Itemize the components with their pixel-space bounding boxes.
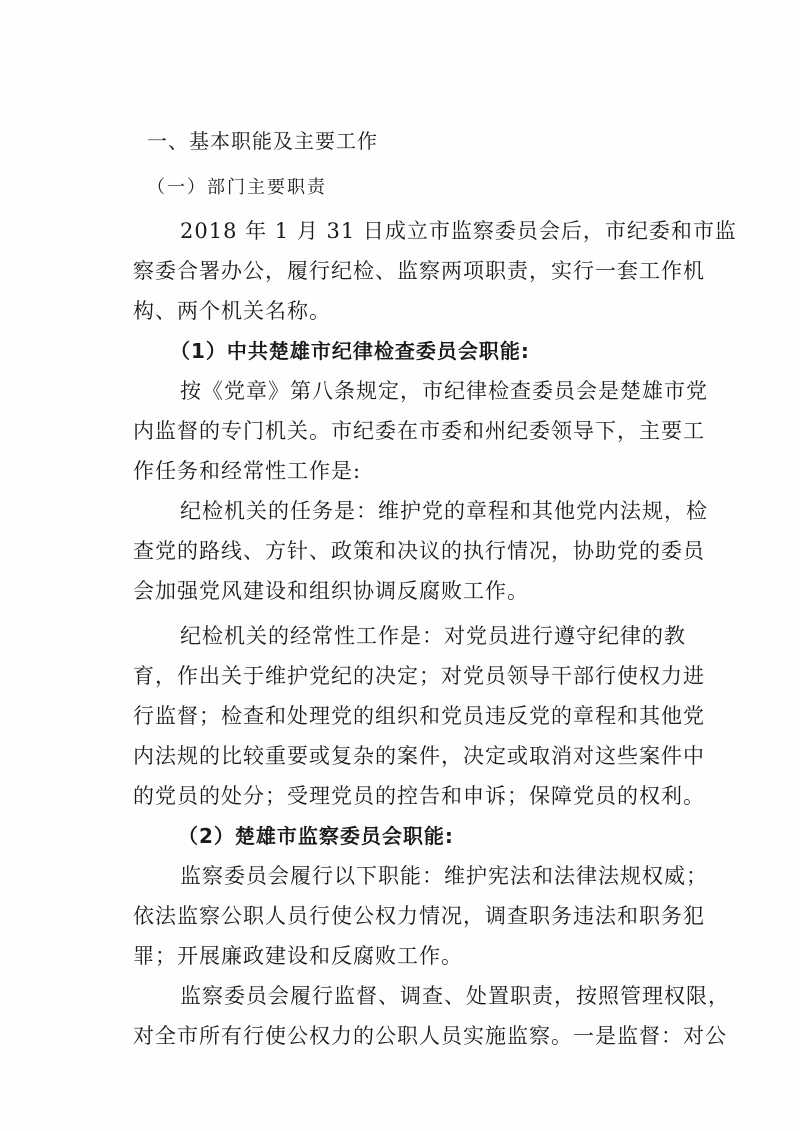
paragraph-line: 对全市所有行使公权力的公职人员实施监察。一是监督：对公 [133, 1024, 727, 1048]
section-heading: 一、基本职能及主要工作 [147, 129, 378, 153]
subheading-supervisory-commission: （2）楚雄市监察委员会职能: [178, 824, 454, 848]
paragraph-line: 按《党章》第八条规定，市纪律检查委员会是楚雄市党 [180, 379, 708, 403]
paragraph-line: 构、两个机关名称。 [133, 299, 331, 323]
paragraph-line: 内法规的比较重要或复杂的案件，决定或取消对这些案件中 [133, 744, 705, 768]
paragraph-line: 的党员的处分；受理党员的控告和申诉；保障党员的权利。 [133, 784, 705, 808]
paragraph-line: 查党的路线、方针、政策和决议的执行情况，协助党的委员 [133, 539, 705, 563]
paragraph-line: 监察委员会履行监督、调查、处置职责，按照管理权限， [180, 984, 730, 1008]
paragraph-line: 察委合署办公，履行纪检、监察两项职责，实行一套工作机 [133, 259, 705, 283]
paragraph-line: 罪；开展廉政建设和反腐败工作。 [133, 944, 463, 968]
paragraph-line: 育，作出关于维护党纪的决定；对党员领导干部行使权力进 [133, 664, 705, 688]
paragraph-line: 纪检机关的任务是：维护党的章程和其他党内法规，检 [180, 499, 708, 523]
paragraph-line: 行监督；检查和处理党的组织和党员违反党的章程和其他党 [133, 704, 705, 728]
paragraph-line: 2018 年 1 月 31 日成立市监察委员会后，市纪委和市监 [180, 219, 737, 243]
paragraph-line: 纪检机关的经常性工作是：对党员进行遵守纪律的教 [180, 624, 686, 648]
paragraph-line: 监察委员会履行以下职能：维护宪法和法律法规权威； [180, 864, 708, 888]
paragraph-line: 作任务和经常性工作是: [133, 459, 362, 483]
paragraph-line: 内监督的专门机关。市纪委在市委和州纪委领导下，主要工 [133, 419, 705, 443]
subsection-heading: （一）部门主要职责 [147, 177, 327, 198]
subheading-disciplinary-commission: （1）中共楚雄市纪律检查委员会职能: [170, 339, 530, 363]
paragraph-line: 会加强党风建设和组织协调反腐败工作。 [133, 579, 529, 603]
paragraph-line: 依法监察公职人员行使公权力情况，调查职务违法和职务犯 [133, 904, 705, 928]
